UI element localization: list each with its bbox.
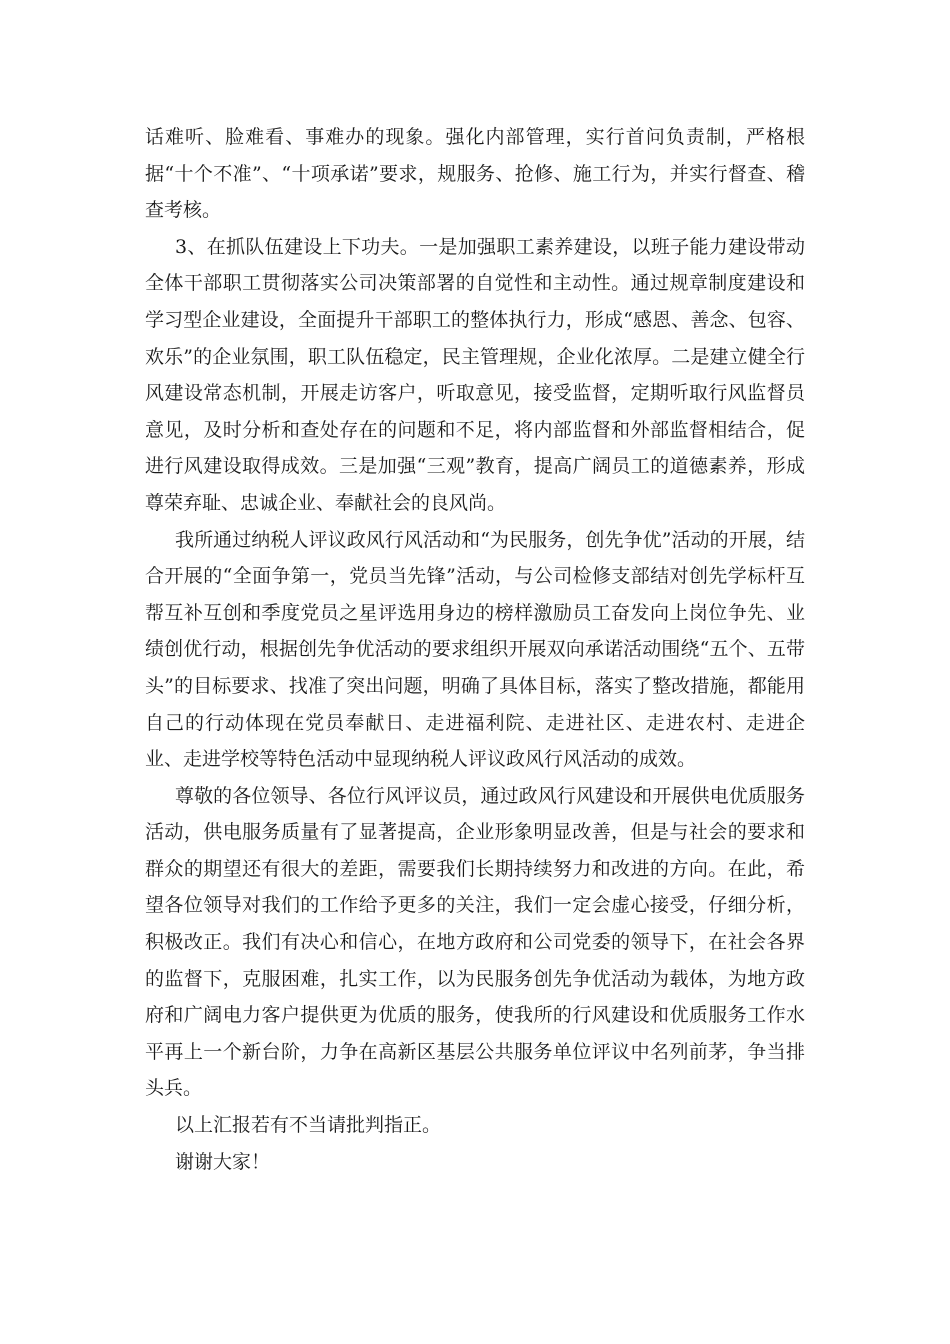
- paragraph-thanks: 谢谢大家！: [175, 1150, 271, 1173]
- paragraph-continued: 话难听、脸难看、事难办的现象。强化内部管理，实行首问负责制，严格根据“十个不准”、“十项承诺”要求，规服务、抢修、施工行为，并实行督查、稽查考核。: [145, 126, 805, 222]
- paragraph-activities: 我所通过纳税人评议政风行风活动和“为民服务，创先争优”活动的开展，结合开展的“全面争第一，党员当先锋”活动，与公司检修支部结对创先学标杆互帮互补互创和季度党员之星评选用身边的榜样激励员工奋发向上岗位争先、业绩创优行动，根据创先争优活动的要求组织开展双向承诺活动围绕“五个、五带头”的目标要求、找准了突出问题，明确了具体目标，落实了整改措施，都能用自己的行动体现在党员奉献日、走进福利院、走进社区、走进农村、走进企业、走进学校等特色活动中显现纳税人评议政风行风活动的成效。: [145, 528, 805, 771]
- paragraph-address-leaders: 尊敬的各位领导、各位行风评议员，通过政风行风建设和开展供电优质服务活动，供电服务质量有了显著提高，企业形象明显改善，但是与社会的要求和群众的期望还有很大的差距，需要我们长期持续努力和改进的方向。在此，希望各位领导对我们的工作给予更多的关注，我们一定会虚心接受，仔细分析，积极改正。我们有决心和信心，在地方政府和公司党委的领导下，在社会各界的监督下，克服困难，扎实工作，以为民服务创先争优活动为载体，为地方政府和广阔电力客户提供更为优质的服务，使我所的行风建设和优质服务工作水平再上一个新台阶，力争在高新区基层公共服务单位评议中名列前茅，争当排头兵。: [145, 784, 805, 1100]
- paragraph-closing-request: 以上汇报若有不当请批判指正。: [175, 1114, 442, 1137]
- paragraph-team-building: 3、在抓队伍建设上下功夫。一是加强职工素养建设，以班子能力建设带动全体干部职工贯彻落实公司决策部署的自觉性和主动性。通过规章制度建设和学习型企业建设，全面提升干部职工的整体执行力，形成“感恩、善念、包容、欢乐”的企业氛围，职工队伍稳定，民主管理规，企业化浓厚。二是建立健全行风建设常态机制，开展走访客户，听取意见，接受监督，定期听取行风监督员意见，及时分析和查处存在的问题和不足，将内部监督和外部监督相结合，促进行风建设取得成效。三是加强“三观”教育，提高广阔员工的道德素养，形成尊荣弃耻、忠诚企业、奉献社会的良风尚。: [145, 235, 805, 514]
- document-body: [145, 119, 805, 1180]
